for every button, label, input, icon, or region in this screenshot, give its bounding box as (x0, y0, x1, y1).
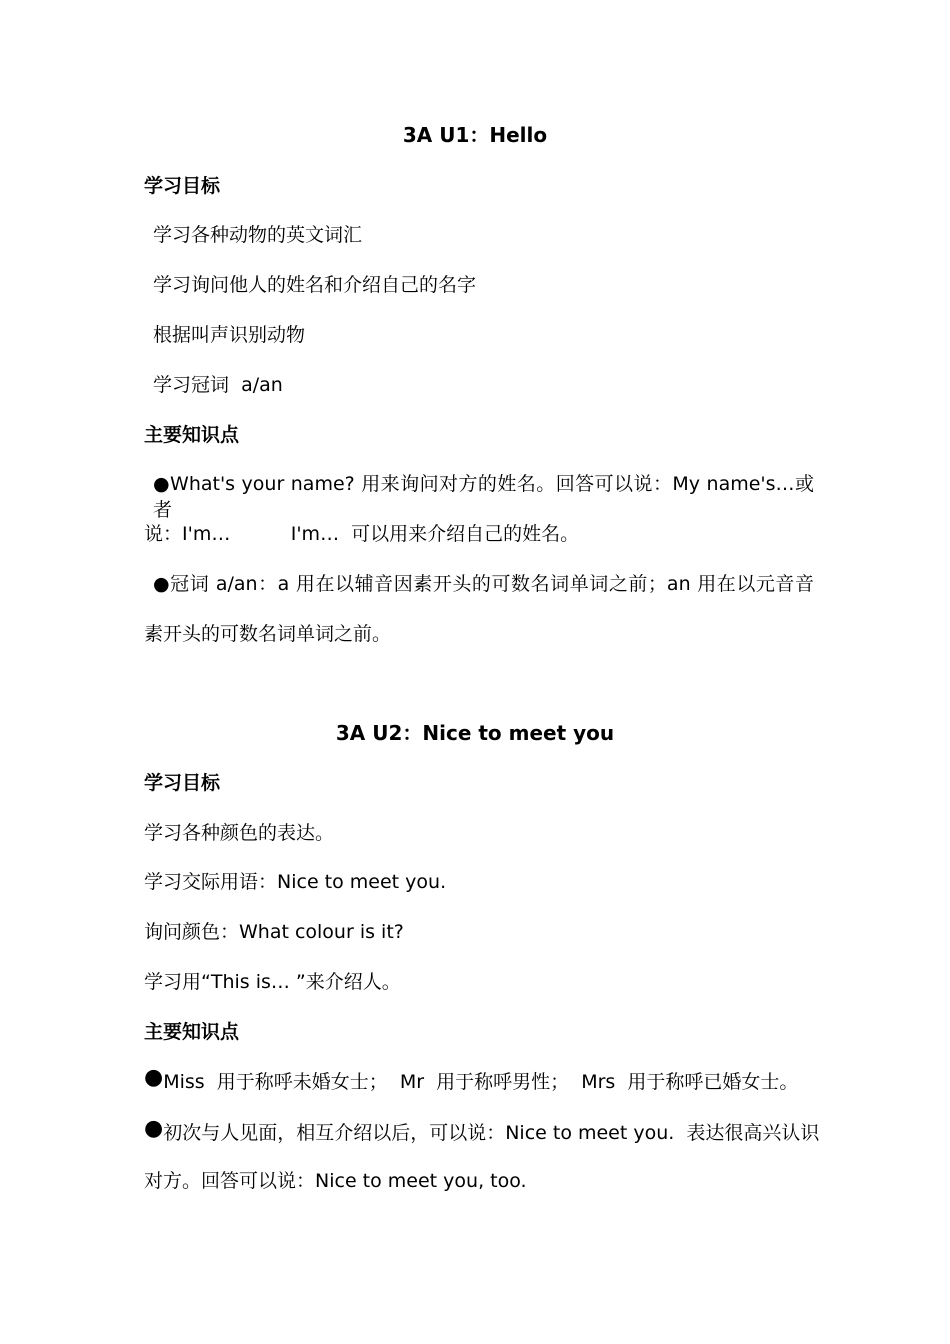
unit1-point-1-line-2: 说：I'm… I'm… 可以用来介绍自己的姓名。 (144, 523, 580, 545)
unit1-points-heading: 主要知识点 (144, 424, 240, 446)
unit2-goal-3: 询问颜色：What colour is it? (144, 921, 404, 943)
unit1-point-2-line-1: ●冠词 a/an：a 用在以辅音因素开头的可数名词单词之前；an 用在以元音音 (153, 573, 814, 595)
unit2-goal-2: 学习交际用语：Nice to meet you. (144, 871, 447, 893)
unit2-point-2 (144, 1116, 820, 1146)
unit1-goal-2: 学习询问他人的姓名和介绍自己的名字 (153, 274, 477, 296)
unit1-point-1-line-1: ●What's your name? 用来询问对方的姓名。回答可以说：My name's…或者 (153, 473, 814, 521)
unit1-goal-1: 学习各种动物的英文词汇 (153, 224, 363, 246)
unit1-goals-heading: 学习目标 (144, 175, 221, 197)
bullet-icon: ● (144, 1116, 164, 1141)
unit1-goal-3: 根据叫声识别动物 (153, 324, 306, 346)
unit2-title: 3A U2：Nice to meet you (335, 721, 615, 745)
unit2-goal-1: 学习各种颜色的表达。 (144, 822, 335, 844)
unit2-goals-heading: 学习目标 (144, 772, 221, 794)
unit2-points-heading: 主要知识点 (144, 1021, 240, 1043)
unit2-point-1-text: Miss 用于称呼未婚女士； Mr 用于称呼男性； Mrs 用于称呼已婚女士。 (163, 1071, 799, 1093)
unit1-goal-4: 学习冠词 a/an (153, 374, 283, 396)
unit2-point-2-line-2: 对方。回答可以说：Nice to meet you, too. (144, 1170, 527, 1192)
bullet-icon: ● (144, 1065, 164, 1090)
unit1-title: 3A U1：Hello (402, 123, 548, 147)
unit2-goal-4: 学习用“This is… ”来介绍人。 (144, 971, 401, 993)
unit1-point-2-line-2: 素开头的可数名词单词之前。 (144, 623, 392, 645)
unit2-point-1 (144, 1065, 814, 1095)
unit2-point-2-text: 初次与人见面，相互介绍以后，可以说：Nice to meet you. 表达很高兴认识 (163, 1122, 820, 1144)
